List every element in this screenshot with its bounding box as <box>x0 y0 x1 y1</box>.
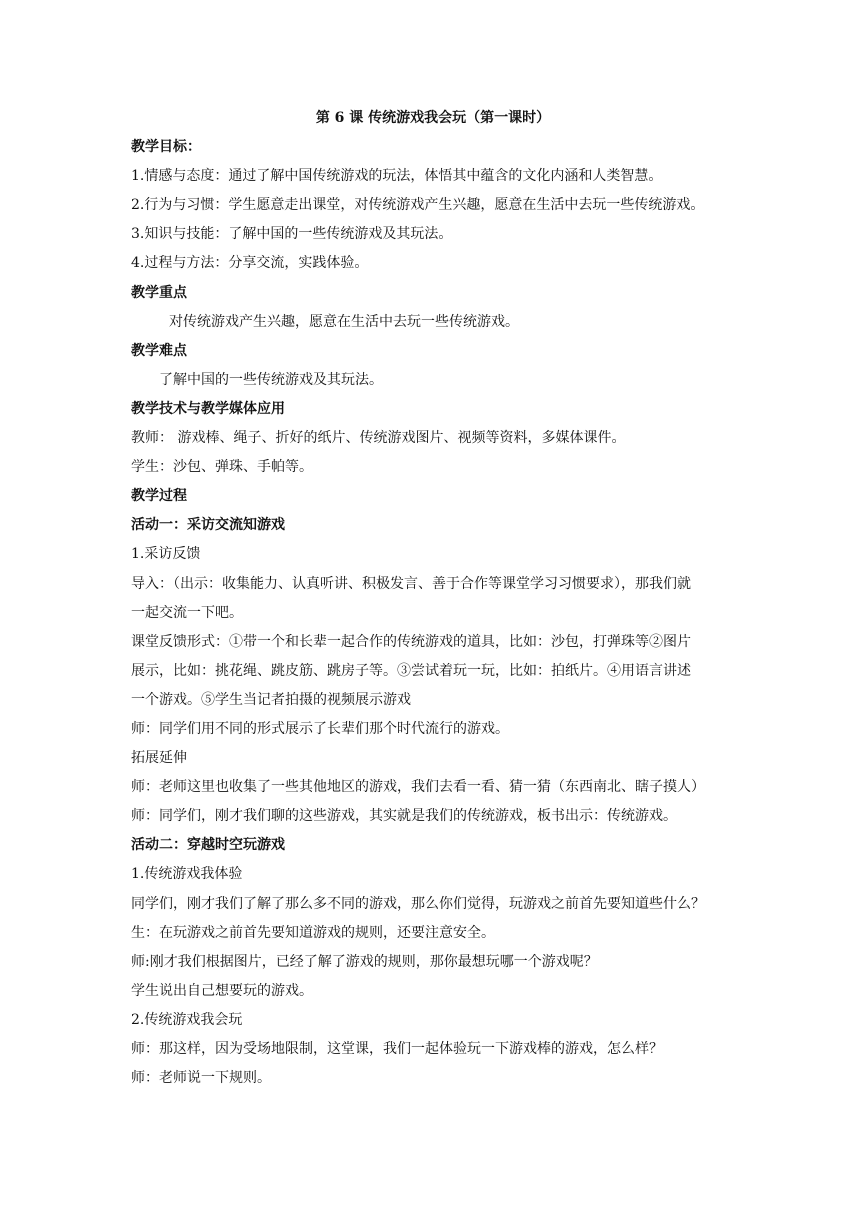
paragraph-line: 师：老师这里也收集了一些其他地区的游戏，我们去看一看、猜一猜（东西南北、瞎子摸人） <box>131 779 705 796</box>
section-heading: 活动一：采访交流知游戏 <box>131 517 285 534</box>
document-body <box>131 104 735 1093</box>
paragraph-line: 师：那这样，因为受场地限制，这堂课，我们一起体验玩一下游戏棒的游戏，怎么样？ <box>131 1041 663 1057</box>
paragraph-line: 展示，比如：挑花绳、跳皮筋、跳房子等。③尝试着玩一玩，比如：拍纸片。④用语言讲述 <box>131 662 691 679</box>
paragraph-line: 师：老师说一下规则。 <box>131 1070 271 1087</box>
paragraph-line: 一起交流一下吧。 <box>131 604 243 621</box>
paragraph-line: 学生说出自己想要玩的游戏。 <box>131 982 313 999</box>
paragraph-line: 1.传统游戏我体验 <box>131 866 243 883</box>
paragraph-line: 拓展延伸 <box>131 750 187 767</box>
paragraph-line: 4.过程与方法：分享交流，实践体验。 <box>131 255 369 272</box>
section-heading: 教学重点 <box>131 284 187 301</box>
document-lines <box>131 133 735 1093</box>
section-heading: 教学过程 <box>131 488 187 505</box>
paragraph-line: 教师： 游戏棒、绳子、折好的纸片、传统游戏图片、视频等资料，多媒体课件。 <box>131 430 626 447</box>
section-heading: 教学难点 <box>131 342 187 359</box>
paragraph-line: 生：在玩游戏之前首先要知道游戏的规则，还要注意安全。 <box>131 924 495 941</box>
paragraph-line: 了解中国的一些传统游戏及其玩法。 <box>159 371 383 388</box>
paragraph-line: 同学们，刚才我们了解了那么多不同的游戏，那么你们觉得，玩游戏之前首先要知道些什么？ <box>131 895 705 912</box>
paragraph-line: 学生：沙包、弹珠、手帕等。 <box>131 459 313 476</box>
paragraph-line: 一个游戏。⑤学生当记者拍摄的视频展示游戏 <box>131 691 411 708</box>
paragraph-line: 师：同学们，刚才我们聊的这些游戏，其实就是我们的传统游戏，板书出示：传统游戏。 <box>131 808 677 825</box>
paragraph-line: 师：同学们用不同的形式展示了长辈们那个时代流行的游戏。 <box>131 720 509 737</box>
paragraph-line: 3.知识与技能：了解中国的一些传统游戏及其玩法。 <box>131 226 453 243</box>
paragraph-line: 2.传统游戏我会玩 <box>131 1011 243 1028</box>
paragraph-line: 1.采访反馈 <box>131 546 201 563</box>
paragraph-line: 师:刚才我们根据图片，已经了解了游戏的规则，那你最想玩哪一个游戏呢？ <box>131 953 598 970</box>
document-title: 第 6 课 传统游戏我会玩（第一课时） <box>315 110 551 126</box>
section-heading: 教学目标： <box>131 139 201 156</box>
paragraph-line: 对传统游戏产生兴趣，愿意在生活中去玩一些传统游戏。 <box>169 313 519 330</box>
paragraph-line: 导入：（出示：收集能力、认真听讲、积极发言、善于合作等课堂学习习惯要求），那我们就 <box>131 575 691 592</box>
paragraph-line: 1.情感与态度：通过了解中国传统游戏的玩法，体悟其中蕴含的文化内涵和人类智慧。 <box>131 168 663 185</box>
paragraph-line: 课堂反馈形式：①带一个和长辈一起合作的传统游戏的道具，比如：沙包，打弹珠等②图片 <box>131 633 691 650</box>
section-heading: 教学技术与教学媒体应用 <box>131 400 285 417</box>
paragraph-line: 2.行为与习惯：学生愿意走出课堂，对传统游戏产生兴趣，愿意在生活中去玩一些传统游戏。 <box>131 197 705 214</box>
section-heading: 活动二：穿越时空玩游戏 <box>131 837 285 854</box>
